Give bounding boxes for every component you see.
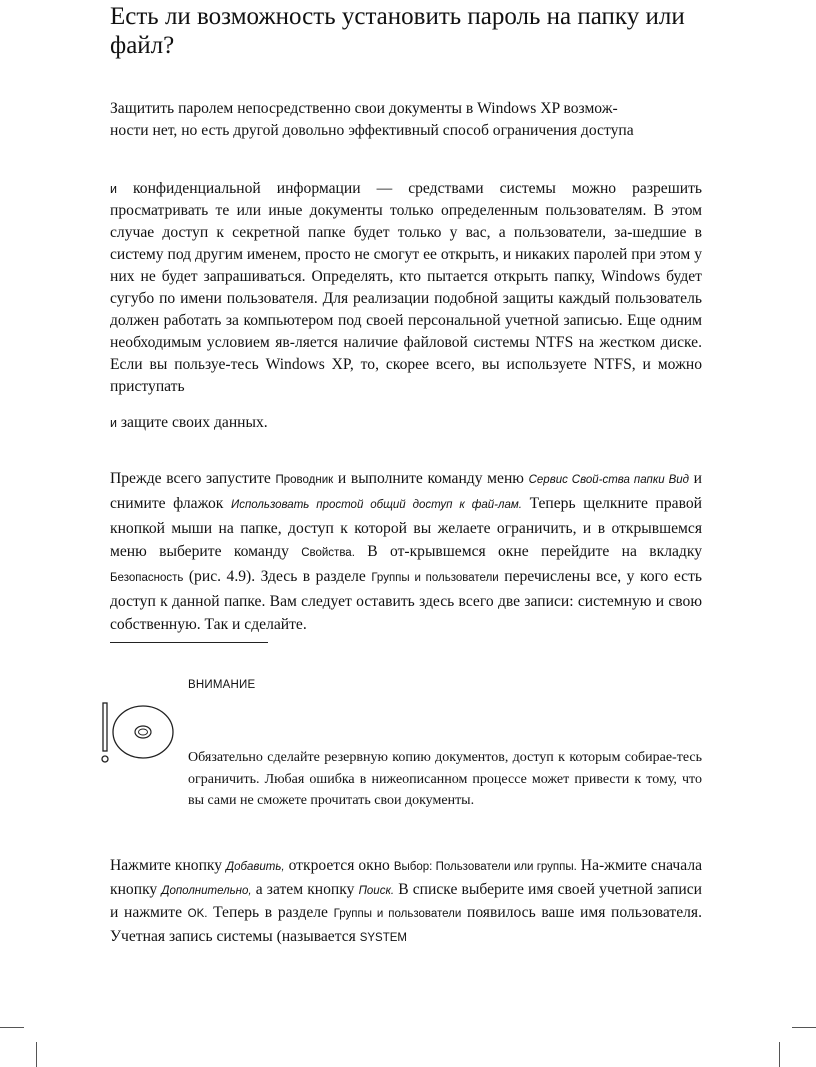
text-run: Прежде всего запустите [110, 470, 276, 487]
divider-line [110, 642, 268, 643]
ui-term-simple-sharing: Использовать простой общий доступ к фай-лам. [230, 499, 522, 511]
note-heading: ВНИМАНИЕ [188, 679, 256, 691]
page-title: Есть ли возможность установить пароль на папку или файл? [110, 3, 685, 59]
paragraph-protect-data [110, 412, 702, 434]
ui-term-folder-options: Сервис Свой-ства папки Вид [528, 474, 690, 486]
paragraph-explorer-steps [110, 467, 702, 636]
text-run: На-жмите сначала кнопку [110, 857, 703, 898]
paragraph-add-user-steps [110, 855, 702, 949]
text-run: (рис. 4.9). Здесь в разделе [183, 568, 372, 585]
intro-line-1: Защитить паролем непосредственно свои документы в Windows XP возмож- [110, 100, 618, 117]
text-run: откроется окно [284, 857, 394, 874]
text-run: и выполните команду меню [333, 470, 529, 487]
text-run: Теперь в разделе [207, 904, 334, 921]
paragraph-text: защите своих данных. [116, 414, 268, 431]
ui-term-security: Безопасность [110, 572, 184, 584]
ui-term-find: Поиск. [358, 884, 395, 897]
paragraph-access-restriction [110, 178, 702, 398]
text-run: появилось ваше имя пользователя. Учетная запись системы (называется [110, 904, 703, 945]
crop-mark [792, 1027, 816, 1028]
intro-line-2: ности нет, но есть другой довольно эффективный способ ограничения доступа [110, 122, 634, 139]
paragraph-prefix: и [110, 416, 117, 430]
ui-term-select-users: Выбор: Пользователи или группы. [393, 861, 577, 873]
crop-mark [36, 1042, 37, 1067]
ui-term-groups-users: Группы и пользователи [333, 908, 462, 920]
text-run: Нажмите кнопку [110, 857, 227, 874]
text-run: перечислены все, у кого есть доступ к данной папке. Вам следует оставить здесь всего две записи: системную и свою собственную. Так и сделайте. [110, 568, 703, 633]
text-run: и снимите флажок [110, 470, 703, 512]
ui-term-ok: OK. [187, 908, 208, 920]
warning-disc-icon [98, 700, 182, 766]
ui-term-add: Добавить, [226, 861, 285, 873]
ui-term-system: SYSTEM [359, 931, 408, 944]
ui-term-explorer: Проводник [275, 474, 334, 486]
note-text: Обязательно сделайте резервную копию документов, доступ к которым собирае-тесь ограничить. Любая ошибка в нижеописанном процессе может привести к тому, что вы сами не сможете прочитать свои документы. [188, 750, 702, 808]
intro-paragraph [110, 98, 702, 142]
paragraph-prefix: и [110, 182, 117, 196]
ui-term-properties: Свойства. [301, 547, 355, 559]
paragraph-text: конфиденциальной информации — средствами системы можно разрешить просматривать те или иные документы только определенным пользователям. В этом случае доступ к секретной папке будет только у вас, а пользователи, за-шедшие в систему под другим именем, просто не смогут ее открыть, и никаких паролей при этом у них не будет запрашиваться. Определять, кто пытается открыть папку, Windows будет сугубо по имени пользователя. Для реализации подобной защиты каждый пользователь должен работать за компьютером под своей персональной учетной записью. Еще одним необходимым условием яв-ляется наличие файловой системы NTFS на жестком диске. Если вы пользуе-тесь Windows XP, то, скорее всего, вы используете NTFS, и можно приступать [110, 180, 702, 395]
crop-mark [0, 1027, 24, 1028]
ui-term-groups-users: Группы и пользователи [371, 572, 499, 584]
crop-mark [779, 1042, 780, 1067]
ui-term-advanced: Дополнительно, [161, 884, 252, 897]
text-run: Теперь щелкните правой кнопкой мыши на папке, доступ к которой вы желаете ограничить, и в открывшемся меню выберите команду [110, 495, 702, 560]
text-run: а затем кнопку [251, 880, 359, 898]
text-run: В от-крывшемся окне перейдите на вкладку [354, 543, 702, 560]
text-run: В списке выберите имя своей учетной записи и нажмите [110, 880, 702, 921]
